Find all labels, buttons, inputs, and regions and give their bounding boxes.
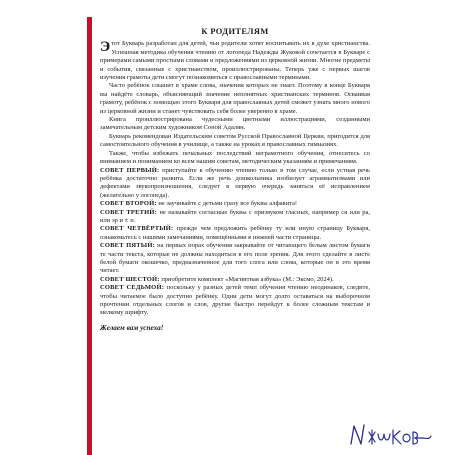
paragraph: Часто ребёнок слышит в храме слова, значения которых не знает. Поэтому в конце Букваря вы найдёте словарь, объясняющий значение непонятных христианских терминов. Осваивая грамоту, ребёнок с помощью этого Букваря для православных детей сможет узнать много нового из церковной жизни и станет чувствовать себя более уверенно в храме. (100, 82, 370, 115)
advice-label: СОВЕТ СЕДЬМОЙ: (100, 284, 165, 292)
advice-label: СОВЕТ ПЯТЫЙ: (100, 242, 155, 250)
advice-label: СОВЕТ ВТОРОЙ: (100, 200, 157, 208)
intro-text: тот Букварь разработан для детей, чьи родители хотят воспитывать их в духе христианства. Успешная методика обучения чтению от логопеда Надежды Жуковой сочетается в Букваре с примерами самыми простыми словами и предложениями из церковной жизни. Многие предметы и события, связанные с христианством, проиллюстрированы. Теперь уже с первых шагов изучения грамоты дети смогут познакомиться с православными терминами. (100, 40, 370, 82)
advice-text: приступайте к обучению чтению только в том случае, если устная речь ребёнка достаточно развита. Если же речь дошкольника изобилует аграмматизмами или дефектами звукопроизношения, следует в первую очередь заняться её исправлением (желательно у логопеда). (100, 166, 370, 199)
advice-text: приобретите комплект «Магнитная азбука» (М.: Эксмо, 2024). (159, 275, 334, 283)
paragraph: Букварь рекомендован Издательским советом Русской Православной Церкви, пригодится для самостоятельного обучения в училище, а также на уроках в православных гимназиях. (100, 132, 370, 149)
handwritten-signature (345, 420, 435, 450)
intro-paragraph (100, 40, 370, 82)
red-margin-bar (87, 17, 92, 455)
advice-text: не заучивайте с детьми сразу все буквы алфавита! (156, 200, 298, 208)
advice-item (100, 225, 370, 242)
advice-item (100, 242, 370, 276)
advice-label: СОВЕТ ТРЕТИЙ: (100, 208, 158, 216)
advice-text: поскольку у разных детей темп обучения чтению неодинаков, следите, чтобы читаемое было доступно ребёнку. Одни дети могут долго оставаться на выборочном прочтении отдельных слогов и слов, другие быстро перейдут к более сложным текстам и мелкому шрифту. (100, 284, 370, 317)
advice-text: прежде чем предложить ребёнку ту или иную страницу Букваря, ознакомьтесь с нашими замечаниями, помещёнными в нижней части страницы. (100, 225, 371, 241)
advice-item (100, 276, 370, 284)
advice-item (100, 167, 370, 201)
advice-text: на первых порах обучения закрывайте от читающего белым листом бумаги те части текста, которые не должны находиться в его поле зрения. Для этого сделайте в листе белой бумаги окошечко, предназначенное для того слога или слова, которые он в это время читает. (100, 242, 370, 275)
advice-item (100, 284, 370, 318)
paragraph: Книга проиллюстрирована чудесными цветными иллюстрациями, созданными замечательным детским художником Соной Адалян. (100, 116, 370, 132)
advice-label: СОВЕТ ШЕСТОЙ: (100, 275, 160, 283)
closing-line: Желаем вам успеха! (100, 323, 164, 332)
page-title: К РОДИТЕЛЯМ (201, 27, 269, 36)
drop-cap: Э (100, 39, 111, 56)
advice-item (100, 200, 370, 208)
paragraph: Также, чтобы избежать печальных последствий неграмотного обучения, отнеситесь со вниманием и пониманием ко всем нашим советам, методическим указаниям и примечаниям. (100, 149, 370, 166)
preface-text (100, 28, 370, 339)
advice-item (100, 209, 370, 226)
advice-label: СОВЕТ ПЕРВЫЙ: (100, 166, 160, 174)
advice-label: СОВЕТ ЧЕТВЁРТЫЙ: (100, 225, 174, 233)
advice-text: не называйте согласные буквы с призвуком гласных, например ся или ра, или эр и т. п. (100, 208, 370, 224)
